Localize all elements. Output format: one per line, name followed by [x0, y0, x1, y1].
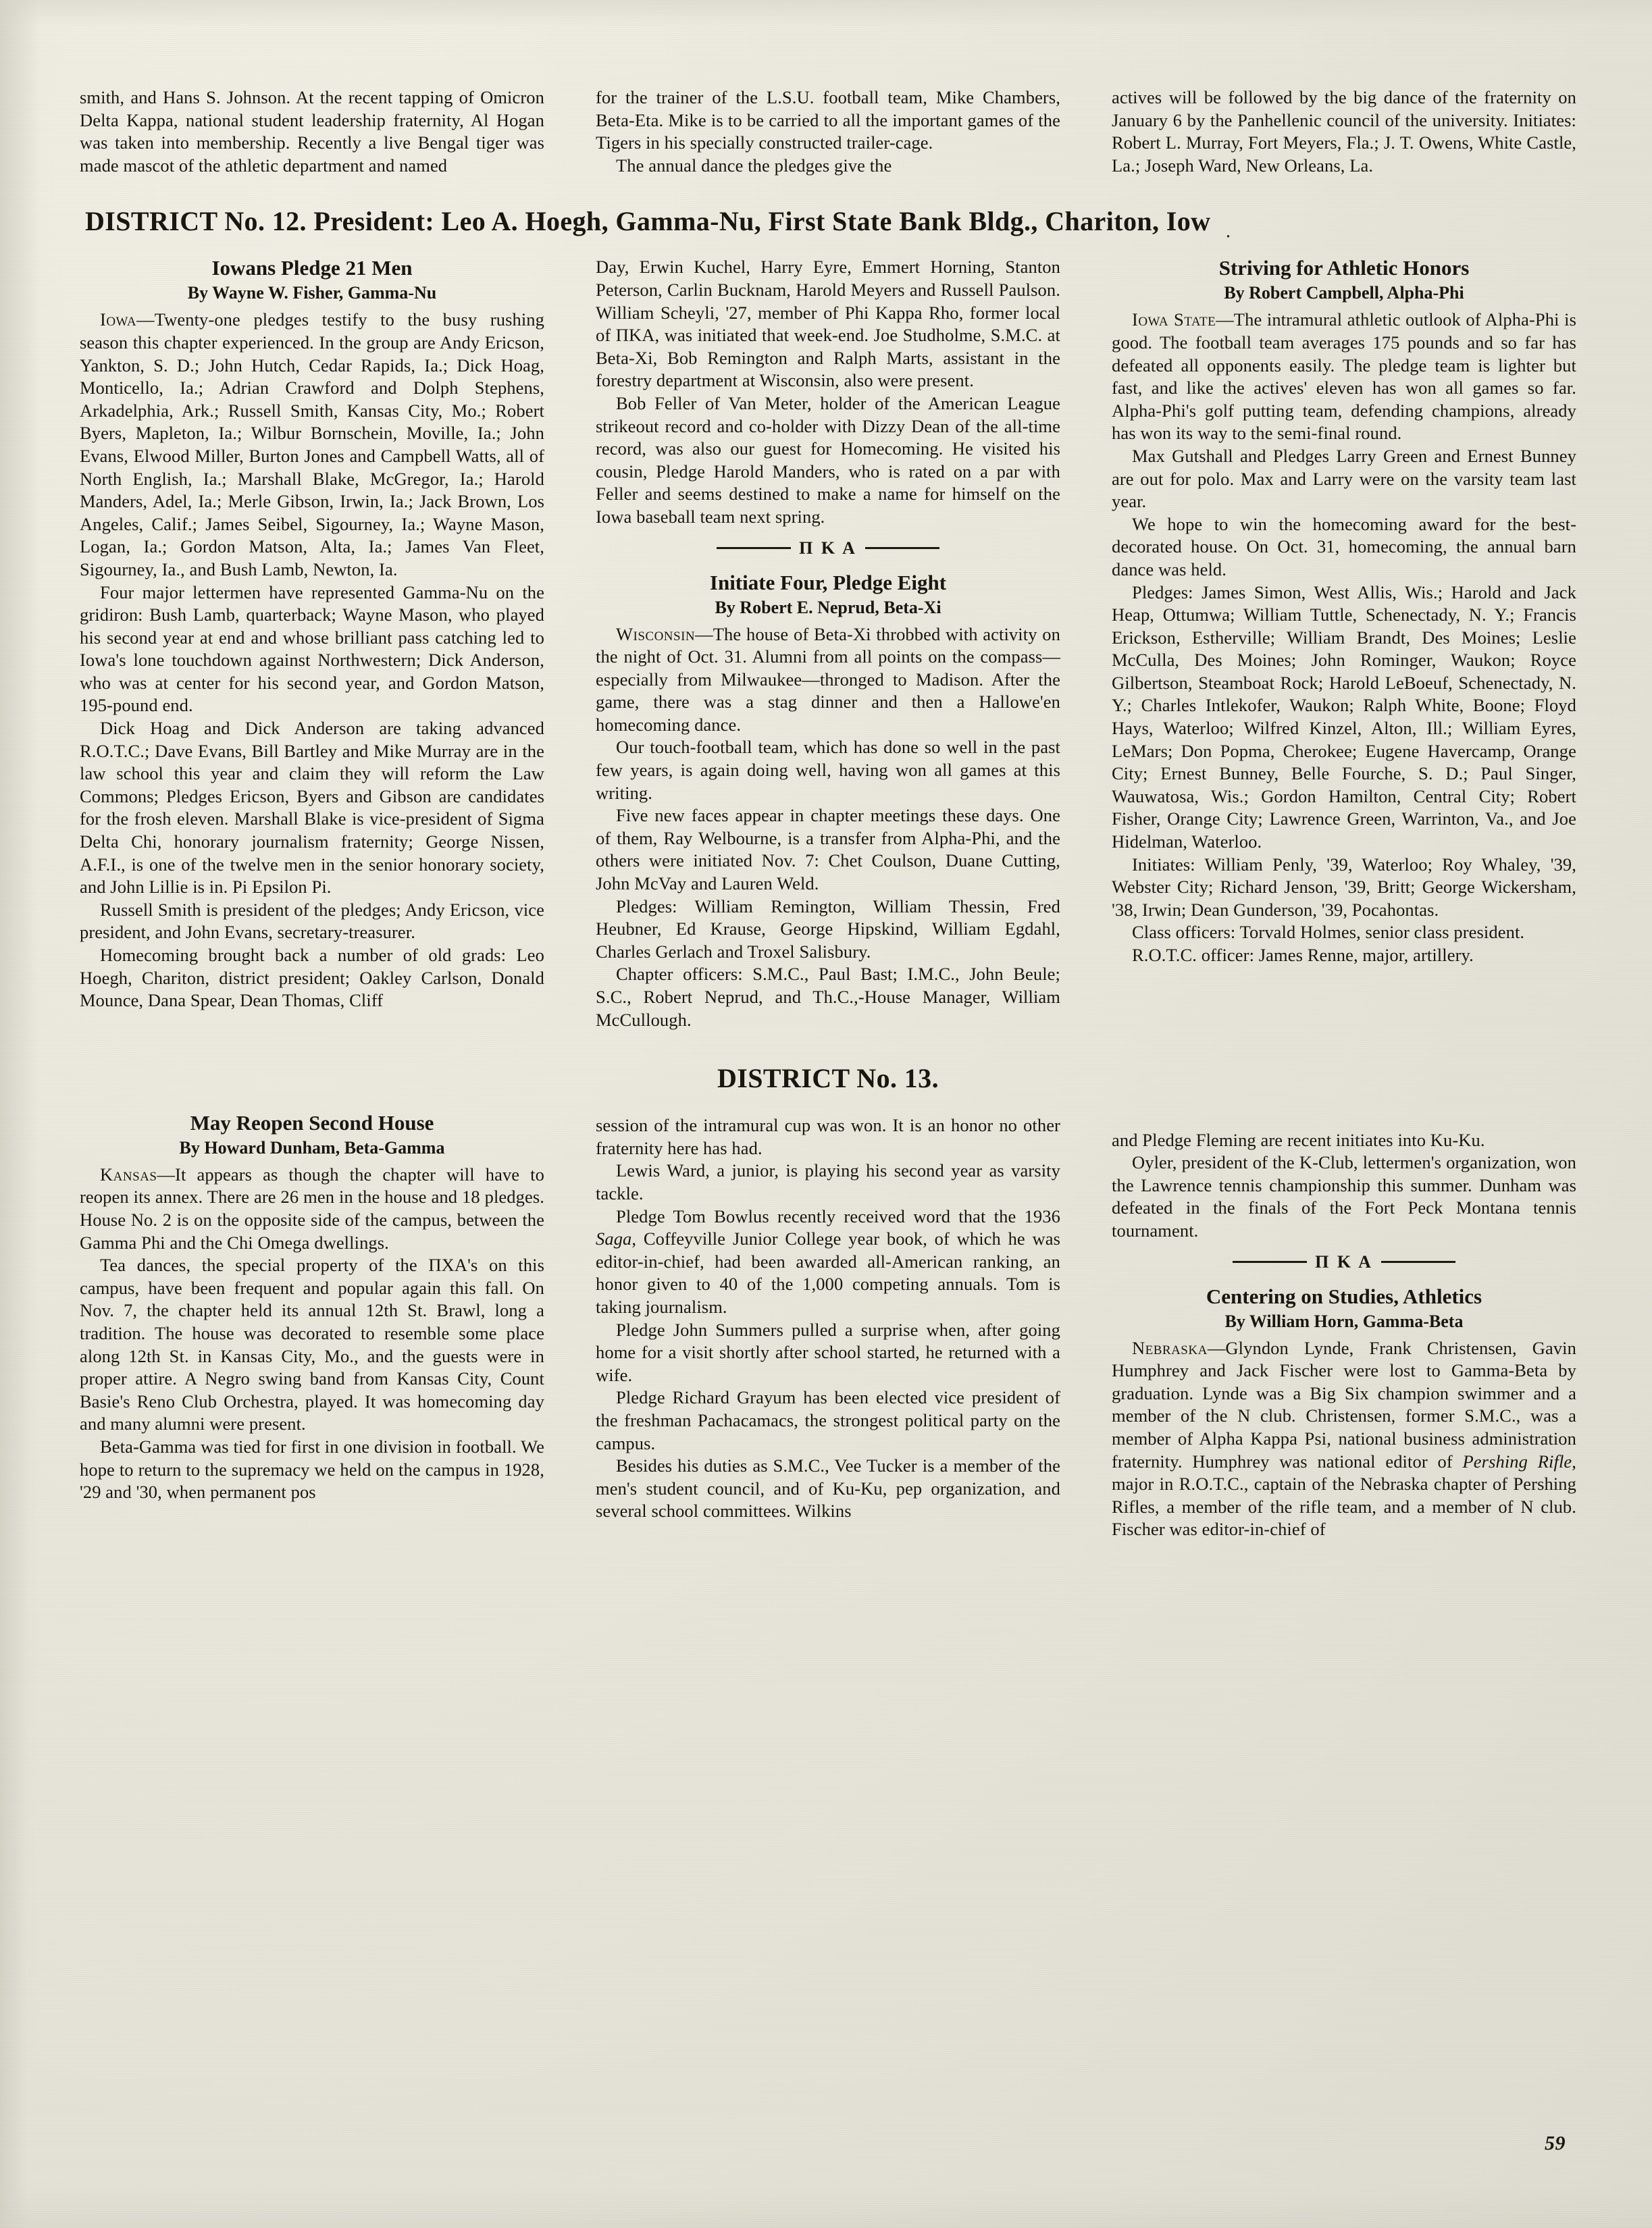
article-title-iowa: Iowans Pledge 21 Men: [211, 256, 413, 280]
article-paragraph: Dick Hoag and Dick Anderson are taking advanced R.O.T.C.; Dave Evans, Bill Bartley and Mike Murray are in the law school this year and claim they will reform the Law Commons; Pledges Ericson, Byers and Gibson are candidates for the frosh eleven. Marshall Blake is vice-president of Sigma Delta Chi, honorary journalism fraternity; George Nissen, A.F.I., is one of the twelve men in the senior honorary society, and John Lillie is in. Pi Epsilon Pi.: [80, 718, 544, 898]
article-paragraph: [596, 1206, 1060, 1319]
article-paragraph: [80, 1164, 544, 1254]
article-paragraph: Our touch-football team, which has done so well in the past few years, is again doing well, having won all games at this writing.: [596, 737, 1060, 803]
greek-divider-mark: Π Κ Α: [799, 538, 857, 558]
divider-rule-right: [865, 547, 939, 549]
article-paragraph: Pledges: William Remington, William Thessin, Fred Heubner, Ed Krause, George Hipskind, William Egdahl, Charles Gerlach and Troxel Salisbury.: [596, 896, 1060, 962]
article-paragraph: and Pledge Fleming are recent initiates into Ku-Ku.: [1112, 1129, 1485, 1150]
section-spacer: [1112, 1118, 1576, 1129]
publication-title: Saga: [596, 1228, 632, 1249]
article-paragraph: Class officers: Torvald Holmes, senior class president.: [1132, 922, 1525, 943]
district-12-heading: [80, 205, 1576, 238]
divider-rule-left: [717, 547, 791, 549]
district-12-heading-text: DISTRICT No. 12. President: Leo A. Hoegh, Gamma-Nu, First State Bank Bldg., Chariton, Iow: [85, 206, 1211, 237]
paper-edge-top: [0, 0, 1652, 27]
continuation-paragraph: actives will be followed by the big dance of the fraternity on January 6 by the Panhellenic council of the university. Initiates: Robert L. Murray, Fort Meyers, Fla.; J. T. Owens, White Castle, La.; Joseph Ward, New Orleans, La.: [1112, 87, 1576, 176]
article-paragraph: R.O.T.C. officer: James Renne, major, artillery.: [1132, 945, 1474, 965]
paragraph-body-post: , Coffeyville Junior College year book, of which he was editor-in-chief, had been awarded all-American ranking, an honor given to 40 of the 1,000 competing annuals. Tom is taking journalism.: [596, 1228, 1060, 1317]
chapter-lead-in: Nebraska: [1132, 1337, 1208, 1358]
article-byline-wisconsin: By Robert E. Neprud, Beta-Xi: [715, 597, 941, 617]
article-paragraph: Lewis Ward, a junior, is playing his second year as varsity tackle.: [596, 1160, 1060, 1203]
top-column-2: [596, 86, 1060, 177]
greek-divider: [1112, 1252, 1576, 1272]
top-column-1: [80, 86, 544, 177]
article-paragraph: Russell Smith is president of the pledges; Andy Ericson, vice president, and John Evans, secretary-treasurer.: [80, 899, 544, 943]
chapter-lead-in: Kansas: [100, 1164, 157, 1185]
article-title-nebraska: Centering on Studies, Athletics: [1206, 1284, 1482, 1308]
page-content: [80, 86, 1576, 1541]
paragraph-body-post: 's on this campus, have been frequent and popular again this fall. On Nov. 7, the chapter held its annual 12th St. Brawl, long a tradition. The house was decorated to resemble some place along 12th St. in Kansas City, Mo., and the guests were in proper attire. A Negro swing band from Kansas City, Count Basie's Reno Club Orchestra, played. It was homecoming day and many alumni were present.: [80, 1255, 544, 1434]
article-title-kansas: May Reopen Second House: [190, 1110, 434, 1135]
divider-rule-left: [1233, 1261, 1307, 1263]
article-paragraph: Pledge Richard Grayum has been elected vice president of the freshman Pachacamacs, the strongest political party on the campus.: [596, 1387, 1060, 1453]
greek-divider-mark: Π Κ Α: [1315, 1251, 1373, 1272]
article-paragraph: Besides his duties as S.M.C., Vee Tucker is a member of the men's student council, and of Ku-Ku, pep organization, and several school committees. Wilkins: [596, 1455, 1060, 1522]
article-paragraph: Five new faces appear in chapter meetings these days. One of them, Ray Welbourne, is a transfer from Alpha-Phi, and the others were initiated Nov. 7: Chet Coulson, Duane Cutting, John McVay and Lauren Weld.: [596, 805, 1060, 894]
section-spacer: [1112, 1081, 1576, 1118]
column-3: [1112, 256, 1576, 1541]
article-paragraph: Homecoming brought back a number of old grads: Leo Hoegh, Chariton, district president; Oakley Carlson, Donald Mounce, Dana Spear, Dean Thomas, Cliff: [80, 945, 544, 1011]
article-title-iowa-state: Striving for Athletic Honors: [1218, 256, 1470, 280]
page-number: 59: [1545, 2132, 1566, 2154]
article-paragraph: Oyler, president of the K-Club, lettermen's organization, won the Lawrence tennis championship this summer. Dunham was defeated in the finals of the Fort Peck Montana tennis tournament.: [1112, 1152, 1576, 1241]
paragraph-body: —Twenty-one pledges testify to the busy rushing season this chapter experienced. In the group are Andy Ericson, Yankton, S. D.; John Hutch, Cedar Rapids, Ia.; Dick Hoag, Monticello, Ia.; Adrian Crawford and Dolph Stephens, Arkadelphia, Ark.; Russell Smith, Kansas City, Mo.; Robert Byers, Mapleton, Ia.; Wilbur Bornschein, Moville, Ia.; John Evans, Elwood Miller, Burton Jones and Campbell Watts, all of North English, Ia.; Marshall Blake, McGregor, Ia.; Harold Manders, Adel, Ia.; Merle Gibson, Irwin, Ia.; Jack Brown, Los Angeles, Calif.; James Seibel, Sigourney, Ia.; Wayne Mason, Logan, Ia.; Gordon Matson, Alta, Ia.; James Van Fleet, Sigourney, Ia., and Bush Lamb, Newton, Ia.: [80, 309, 544, 579]
section-spacer: [1112, 967, 1576, 1005]
chapter-lead-in: Wisconsin: [616, 623, 696, 644]
article-paragraph: [80, 309, 544, 581]
article-paragraph: Four major lettermen have represented Gamma-Nu on the gridiron: Bush Lamb, quarterback; Wayne Mason, who played his second year at end and whose brilliant pass catching led to Iowa's lone touchdown against Northwestern; Dick Anderson, who was at center for his second year, and Gordon Matson, 195-pound end.: [80, 581, 544, 716]
paper-edge-bottom: [0, 2187, 1652, 2228]
article-paragraph: We hope to win the homecoming award for the best-decorated house. On Oct. 31, homecoming, the annual barn dance was held.: [1112, 513, 1576, 579]
paragraph-body: —The house of Beta-Xi throbbed with activity on the night of Oct. 31. Alumni from all points on the compass—especially from Milwaukee—thronged to Madison. After the game, there was a stag dinner and then a Hallowe'en homecoming dance.: [596, 623, 1060, 735]
column-2: [596, 256, 1060, 1541]
divider-rule-right: [1381, 1261, 1455, 1263]
article-paragraph: [1112, 1337, 1576, 1541]
article-paragraph: session of the intramural cup was won. It is an honor no other fraternity here has had.: [596, 1115, 1060, 1158]
article-title-wisconsin: Initiate Four, Pledge Eight: [709, 570, 947, 594]
article-byline-iowa-state: By Robert Campbell, Alpha-Phi: [1224, 283, 1464, 303]
article-paragraph: Max Gutshall and Pledges Larry Green and Ernest Bunney are out for polo. Max and Larry were on the varsity team last year.: [1112, 445, 1576, 512]
continuation-paragraph: for the trainer of the L.S.U. football team, Mike Chambers, Beta-Eta. Mike is to be carried to all the important games of the Tigers in his specially constructed trailer-cage.: [596, 87, 1060, 153]
article-paragraph: Chapter officers: S.M.C., Paul Bast; I.M.C., John Beule; S.C., Robert Neprud, and Th.C.,-House Manager, William McCullough.: [596, 964, 1060, 1030]
paragraph-body: —The intramural athletic outlook of Alpha-Phi is good. The football team averages 175 pounds and so far has defeated all opponents easily. The pledge team is lighter but fast, and like the actives' eleven has won all games so far. Alpha-Phi's golf putting team, defending champions, already has won its way to the semi-final round.: [1112, 309, 1576, 444]
paragraph-body-pre: Tea dances, the special property of the: [100, 1255, 429, 1276]
article-paragraph: Bob Feller of Van Meter, holder of the American League strikeout record and co-holder with Dizzy Dean of the all-time record, was also our guest for Homecoming. He visited his cousin, Pledge Harold Manders, who is rated on a par with Feller and seems destined to make a name for himself on the Iowa baseball team next spring.: [596, 392, 1060, 527]
section-spacer: [80, 1088, 544, 1111]
article-paragraph: Day, Erwin Kuchel, Harry Eyre, Emmert Horning, Stanton Peterson, Carlin Bucknam, Harold Meyers and Russell Paulson. William Scheyli, '27, member of Phi Kappa Rho, former local of ΠΚΑ, was initiated that week-end. Joe Studholme, S.M.C. at Beta-Xi, Bob Remington and Ralph Marts, assistant in the forestry department at Wisconsin, also were present.: [596, 257, 1060, 391]
publication-title: Pershing Rifle: [1462, 1451, 1572, 1472]
article-paragraph: Initiates: William Penly, '39, Waterloo; Roy Whaley, '39, Webster City; Richard Jenson, '39, Britt; George Wickersham, '38, Irwin; Dean Gunderson, '39, Pocahontas.: [1112, 854, 1576, 920]
district-13-heading: DISTRICT No. 13.: [717, 1063, 939, 1094]
paper-edge-left: [0, 0, 39, 2228]
section-spacer: [1112, 1043, 1576, 1081]
continuation-paragraph: The annual dance the pledges give the: [616, 155, 892, 176]
article-paragraph: [1112, 309, 1576, 445]
article-paragraph: [80, 1254, 544, 1436]
section-spacer: [80, 1050, 544, 1088]
district-12-stray-mark: ̣: [1228, 221, 1229, 238]
section-spacer: [80, 1012, 544, 1050]
paragraph-body: —It appears as though the chapter will have to reopen its annex. There are 26 men in the house and 18 pledges. House No. 2 is on the opposite side of the campus, between the Gamma Phi and the Chi Omega dwellings.: [80, 1164, 544, 1253]
article-byline-iowa: By Wayne W. Fisher, Gamma-Nu: [187, 283, 437, 303]
article-paragraph: Pledge John Summers pulled a surprise when, after going home for a visit shortly after school started, he returned with a wife.: [596, 1319, 1060, 1385]
paragraph-body-pre: Pledge Tom Bowlus recently received word that the 1936: [616, 1206, 1060, 1226]
column-1: [80, 256, 544, 1541]
chapter-lead-in: Iowa: [100, 309, 137, 330]
paragraph-body-pre: —Glyndon Lynde, Frank Christensen, Gavin Humphrey and Jack Fischer were lost to Gamma-Beta by graduation. Lynde was a Big Six champion swimmer and a member of the N club. Christensen, former S.M.C., was a member of Alpha Kappa Psi, national business administration fraternity. Humphrey was national editor of: [1112, 1337, 1576, 1472]
greek-divider: [596, 538, 1060, 559]
article-paragraph: Pledges: James Simon, West Allis, Wis.; Harold and Jack Heap, Ottumwa; William Tuttle, Schenectady, N. Y.; Francis Erickson, Estherville; William Brandt, Des Moines; Leslie McCulla, Des Moines; John Rominger, Waukon; Royce Gilbertson, Steamboat Rock; Harold LeBoeuf, Schenectady, N. Y.; Charles Intlekofer, Waukon; Ralph White, Boone; Floyd Hays, Waterloo; Wilfred Kinzel, Alton, Ill.; William Eyres, LeMars; Don Popma, Cherokee; Eugene Havercamp, Orange City; Ernest Bunney, Belle Fourche, S. D.; Paul Singer, Wauwatosa, Wis.; Gordon Hamilton, Central City; Robert Fisher, Orange City; Lawrence Green, Warrinton, Va., and Joe Hidelman, Waterloo.: [1112, 581, 1576, 852]
article-byline-nebraska: By William Horn, Gamma-Beta: [1224, 1311, 1464, 1331]
section-spacer: [1112, 1005, 1576, 1043]
main-columns: [80, 256, 1576, 1541]
top-continuation-columns: [80, 86, 1576, 177]
chapter-lead-in: Iowa State: [1132, 309, 1216, 330]
article-paragraph: Beta-Gamma was tied for first in one division in football. We hope to return to the supremacy we held on the campus in 1928, '29 and '30, when permanent pos: [80, 1436, 544, 1503]
article-byline-kansas: By Howard Dunham, Beta-Gamma: [179, 1137, 445, 1158]
greek-letters: ΠΧΑ: [428, 1255, 468, 1276]
continuation-paragraph: smith, and Hans S. Johnson. At the recent tapping of Omicron Delta Kappa, national student leadership fraternity, Al Hogan was taken into membership. Recently a live Bengal tiger was made mascot of the athletic department and named: [80, 87, 544, 176]
top-column-3: [1112, 86, 1576, 177]
paragraph-body-post: , major in R.O.T.C., captain of the Nebraska chapter of Pershing Rifles, a member of the rifle team, and a member of N club. Fischer was editor-in-chief of: [1112, 1451, 1577, 1540]
article-paragraph: [596, 623, 1060, 737]
